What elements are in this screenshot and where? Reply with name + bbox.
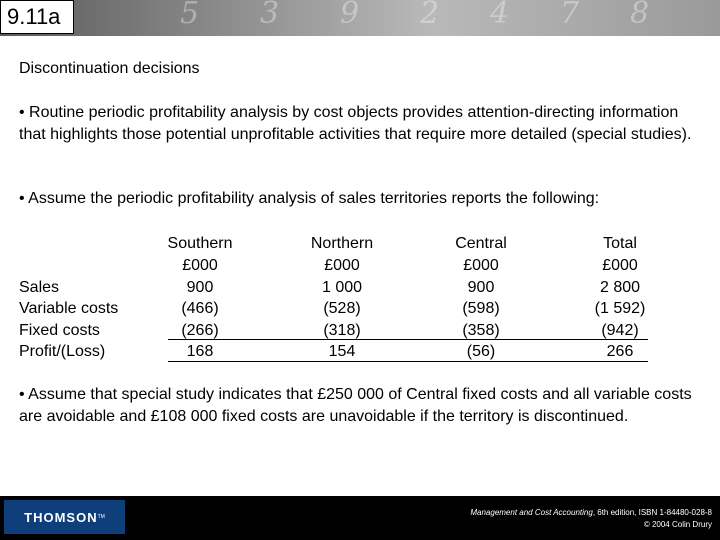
banner-decoration: 7 — [560, 0, 580, 31]
col-unit: £000 — [324, 257, 360, 274]
col-header-total: Total — [603, 235, 637, 252]
row-label-profit-loss: Profit/(Loss) — [19, 343, 106, 360]
banner-decoration: 2 — [420, 0, 440, 31]
slide-number: 9.11a — [0, 0, 74, 34]
row-label-sales: Sales — [19, 279, 60, 296]
table-cell: (1 592) — [594, 300, 646, 317]
book-credit — [470, 508, 712, 517]
table-cell: (598) — [462, 300, 500, 317]
col-header-northern: Northern — [310, 235, 374, 252]
total-rule — [168, 339, 648, 340]
banner-decoration: 4 — [490, 0, 510, 31]
table-cell: (266) — [181, 322, 219, 339]
table-cell: (466) — [181, 300, 219, 317]
paragraph-special-study: • Assume that special study indicates that £250 000 of Central fixed costs and all variable costs are avoidable and £108 000 fixed costs are unavoidable if the territory is discontinued. — [19, 386, 692, 425]
col-header-central: Central — [455, 235, 507, 252]
row-label-fixed-costs: Fixed costs — [19, 322, 100, 339]
col-unit: £000 — [463, 257, 499, 274]
table-cell: 2 800 — [599, 279, 641, 296]
book-title: Management and Cost Accounting — [470, 508, 593, 517]
table-cell: 266 — [606, 343, 634, 360]
copyright: © 2004 Colin Drury — [643, 520, 712, 529]
table-cell: 900 — [467, 279, 495, 296]
table-cell: (358) — [462, 322, 500, 339]
col-unit: £000 — [182, 257, 218, 274]
col-header-southern: Southern — [167, 235, 233, 252]
col-unit: £000 — [602, 257, 638, 274]
table-cell: (318) — [323, 322, 361, 339]
table-cell: (56) — [466, 343, 496, 360]
paragraph-assume-report: • Assume the periodic profitability analysis of sales territories reports the following: — [19, 190, 600, 207]
footer-bar — [0, 496, 720, 540]
thomson-logo: THOMSON TM — [4, 500, 125, 534]
table-cell: 168 — [186, 343, 214, 360]
table-cell: 154 — [328, 343, 356, 360]
slide-title: Discontinuation decisions — [19, 60, 200, 77]
table-cell: 900 — [186, 279, 214, 296]
row-label-variable-costs: Variable costs — [19, 300, 119, 317]
paragraph-profitability: • Routine periodic profitability analysis by cost objects provides attention-directing information that highlights those potential unprofitable activities that require more detailed (special studies). — [19, 104, 692, 143]
table-cell: 1 000 — [321, 279, 363, 296]
table-cell: (528) — [323, 300, 361, 317]
table-cell: (942) — [601, 322, 639, 339]
edition-info: , 6th edition, ISBN 1-84480-028-8 — [592, 508, 712, 517]
banner-decoration: 3 — [260, 0, 280, 31]
banner-decoration: 5 — [180, 0, 200, 31]
banner-decoration: 8 — [630, 0, 650, 31]
profit-underline — [168, 361, 648, 362]
header-banner — [0, 0, 720, 36]
banner-decoration: 9 — [340, 0, 360, 31]
logo-text: THOMSON — [24, 509, 98, 525]
